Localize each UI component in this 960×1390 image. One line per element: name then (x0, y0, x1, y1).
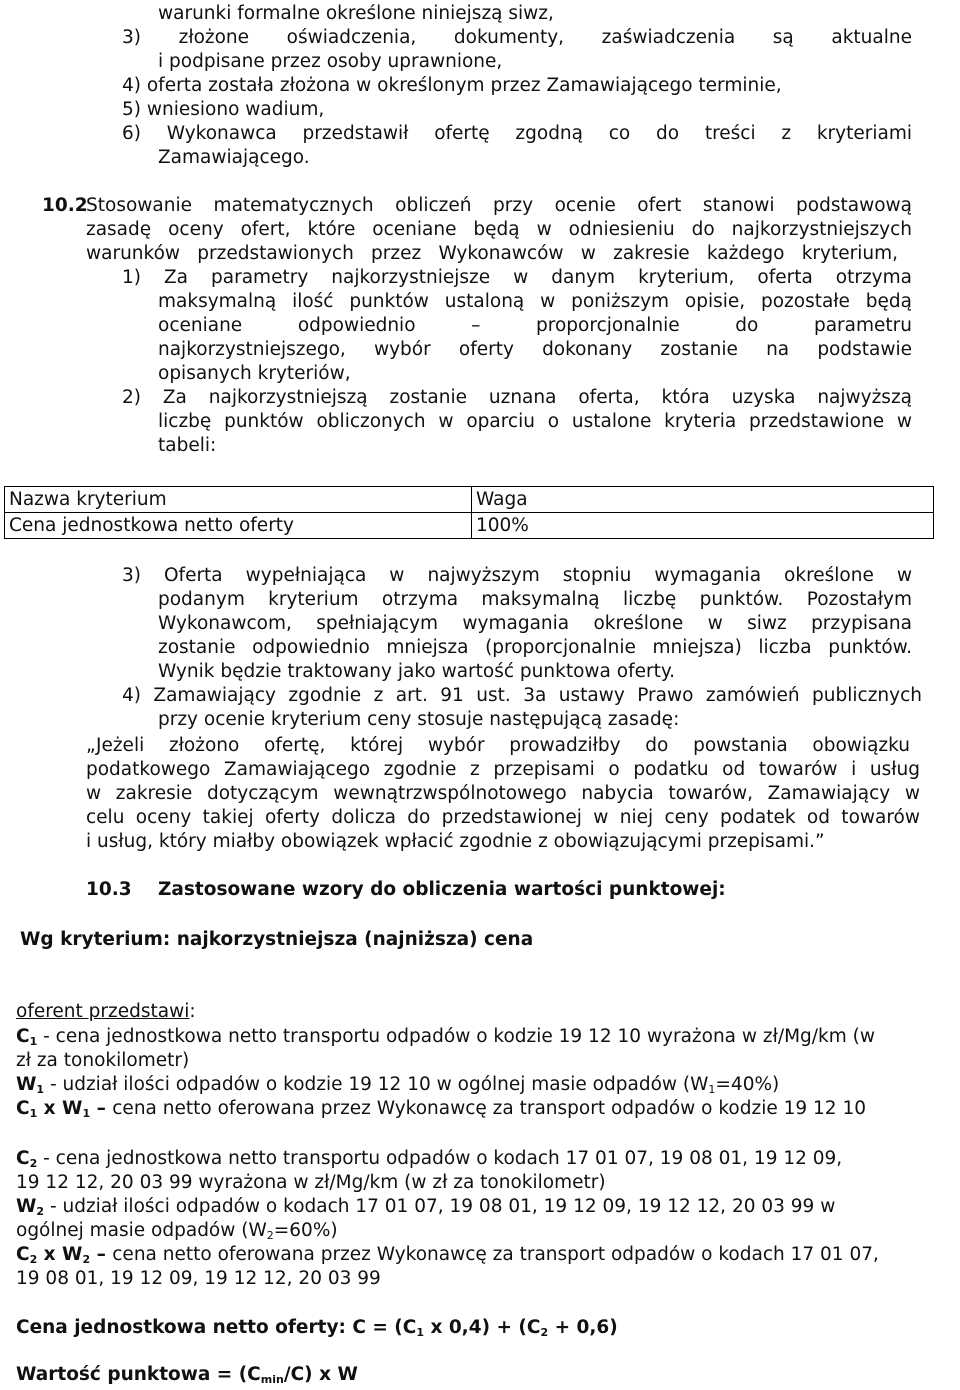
symbol-subscript: 1 (29, 1107, 38, 1120)
legend-c1-cont: zł za tonokilometr) (16, 1050, 190, 1071)
formula-text: + 0,6) (548, 1317, 618, 1338)
legend-c1w1 (16, 1097, 866, 1121)
text-line: warunki formalne określone niniejszą siwz, (158, 3, 554, 24)
text-line: tabeli: (158, 435, 217, 456)
symbol: x W (37, 1098, 83, 1119)
subscript: 1 (708, 1083, 716, 1096)
list-item-3: 3) złożone oświadczenia, dokumenty, zaświadczenia są aktualne (122, 27, 912, 48)
text-line: Wykonawcom, spełniającym wymagania określone w siwz przypisana (158, 613, 912, 634)
section-title: Zastosowane wzory do obliczenia wartości punktowej: (158, 879, 726, 900)
table-header-cell: Nazwa kryterium (5, 487, 472, 513)
text-line: liczbę punktów obliczonych w oparciu o ustalone kryteria przedstawione w (158, 411, 912, 432)
symbol: C (16, 1244, 30, 1265)
subscript: 2 (266, 1229, 274, 1242)
symbol-subscript: 2 (29, 1157, 38, 1170)
section-number-10-2: 10.2 (42, 195, 88, 216)
legend-w2 (16, 1195, 835, 1219)
symbol-subscript: 1 (82, 1107, 91, 1120)
formula-subscript: 2 (540, 1326, 549, 1339)
list-item-3: 3) Oferta wypełniająca w najwyższym stopniu wymagania określone w (122, 565, 912, 586)
legend-c2w2 (16, 1243, 879, 1267)
symbol: C (16, 1148, 30, 1169)
text-line: najkorzystniejszego, wybór oferty dokonany zostanie na podstawie (158, 339, 912, 360)
symbol: W (16, 1196, 37, 1217)
dash: – (90, 1244, 113, 1265)
legend-text: - cena jednostkowa netto transportu odpadów o kodach 17 01 07, 19 08 01, 19 12 09, (37, 1148, 843, 1169)
table-row (5, 513, 934, 539)
criteria-table (4, 486, 934, 539)
formula-text: Cena jednostkowa netto oferty: C = (C (16, 1317, 417, 1338)
legend-text: cena netto oferowana przez Wykonawcę za transport odpadów o kodach 17 01 07, (112, 1244, 879, 1265)
list-item-2: 2) Za najkorzystniejszą zostanie uznana oferta, która uzyska najwyższą (122, 387, 912, 408)
table-cell: 100% (472, 513, 934, 539)
quote-line: podatkowego Zamawiającego zgodnie z przepisami o podatku od towarów i usług (86, 759, 920, 780)
legend-intro-colon: : (189, 1001, 196, 1022)
symbol-subscript: 2 (82, 1253, 91, 1266)
legend-w1 (16, 1073, 779, 1097)
section-text: Stosowanie matematycznych obliczeń przy ocenie ofert stanowi podstawową (86, 195, 912, 216)
symbol: x W (37, 1244, 83, 1265)
formula-points (16, 1363, 358, 1387)
list-item-6: 6) Wykonawca przedstawił ofertę zgodną co do treści z kryteriami (122, 123, 912, 144)
symbol: C (16, 1098, 30, 1119)
text-line: oceniane odpowiednio – proporcjonalnie do parametru (158, 315, 912, 336)
list-item-4: 4) Zamawiający zgodnie z art. 91 ust. 3a ustawy Prawo zamówień publicznych (122, 685, 922, 706)
text-line: zostanie odpowiednio mniejsza (proporcjonalnie mniejsza) liczba punktów. (158, 637, 912, 658)
legend-text: =60%) (273, 1220, 338, 1241)
formula-subscript: 1 (416, 1326, 424, 1339)
symbol-subscript: 1 (36, 1083, 45, 1096)
quote-line: „Jeżeli złożono ofertę, której wybór prowadziłby do powstania obowiązku (86, 735, 910, 756)
legend-text: - udział ilości odpadów o kodzie 19 12 10 w ogólnej masie odpadów (W (44, 1074, 709, 1095)
formula-text: /C) x W (283, 1364, 358, 1385)
table-header-row (5, 487, 934, 513)
section-text: warunków przedstawionych przez Wykonawców w zakresie każdego kryterium, (86, 243, 898, 264)
symbol-subscript: 1 (29, 1035, 38, 1048)
section-number-10-3: 10.3 (86, 879, 132, 900)
section-text: zasadę oceny ofert, które oceniane będą w odniesieniu do najkorzystniejszych (86, 219, 912, 240)
symbol: W (16, 1074, 37, 1095)
text-line: podanym kryterium otrzyma maksymalną liczbę punktów. Pozostałym (158, 589, 912, 610)
quote-line: w zakresie dotyczącym wewnątrzwspólnotowego nabycia towarów, Zamawiający w (86, 783, 920, 804)
legend-text: - udział ilości odpadów o kodach 17 01 07, 19 08 01, 19 12 09, 19 12 12, 20 03 99 w (44, 1196, 836, 1217)
legend-c2w2-cont: 19 08 01, 19 12 09, 19 12 12, 20 03 99 (16, 1268, 381, 1289)
table-cell: Cena jednostkowa netto oferty (5, 513, 472, 539)
legend-intro-label: oferent przedstawi (16, 1001, 190, 1022)
formula-subscript: min (260, 1373, 284, 1386)
legend-text: =40%) (715, 1074, 780, 1095)
text-line: Zamawiającego. (158, 147, 310, 168)
legend-c2-cont: 19 12 12, 20 03 99 wyrażona w zł/Mg/km (w zł za tonokilometr) (16, 1172, 606, 1193)
symbol: C (16, 1026, 30, 1047)
formula-price (16, 1316, 618, 1340)
list-item-1: 1) Za parametry najkorzystniejsze w danym kryterium, oferta otrzyma (122, 267, 912, 288)
text-line: przy ocenie kryterium ceny stosuje następującą zasadę: (158, 709, 680, 730)
legend-intro (16, 1000, 196, 1024)
legend-text: ogólnej masie odpadów (W (16, 1220, 267, 1241)
dash: – (90, 1098, 113, 1119)
legend-w2-cont (16, 1219, 338, 1243)
text-line: Wynik będzie traktowany jako wartość punktowa oferty. (158, 661, 676, 682)
text-line: maksymalną ilość punktów ustaloną w poniższym opisie, pozostałe będą (158, 291, 912, 312)
table-header-cell: Waga (472, 487, 934, 513)
quote-line: i usług, który miałby obowiązek wpłacić zgodnie z obowiązującymi przepisami.” (86, 831, 825, 852)
text-line: opisanych kryteriów, (158, 363, 351, 384)
list-item-5: 5) wniesiono wadium, (122, 99, 325, 120)
formula-text: Wartość punktowa = (C (16, 1364, 261, 1385)
criterion-heading: Wg kryterium: najkorzystniejsza (najniższa) cena (20, 929, 534, 950)
legend-text: - cena jednostkowa netto transportu odpadów o kodzie 19 12 10 wyrażona w zł/Mg/km (w (37, 1026, 876, 1047)
formula-text: x 0,4) + (C (424, 1317, 541, 1338)
symbol-subscript: 2 (36, 1205, 45, 1218)
legend-c1 (16, 1025, 875, 1049)
legend-text: cena netto oferowana przez Wykonawcę za transport odpadów o kodzie 19 12 10 (112, 1098, 866, 1119)
legend-c2 (16, 1147, 842, 1171)
list-item-4: 4) oferta została złożona w określonym przez Zamawiającego terminie, (122, 75, 782, 96)
quote-line: celu oceny takiej oferty dolicza do przedstawionej w niej ceny podatek od towarów (86, 807, 920, 828)
text-line: i podpisane przez osoby uprawnione, (158, 51, 503, 72)
symbol-subscript: 2 (29, 1253, 38, 1266)
